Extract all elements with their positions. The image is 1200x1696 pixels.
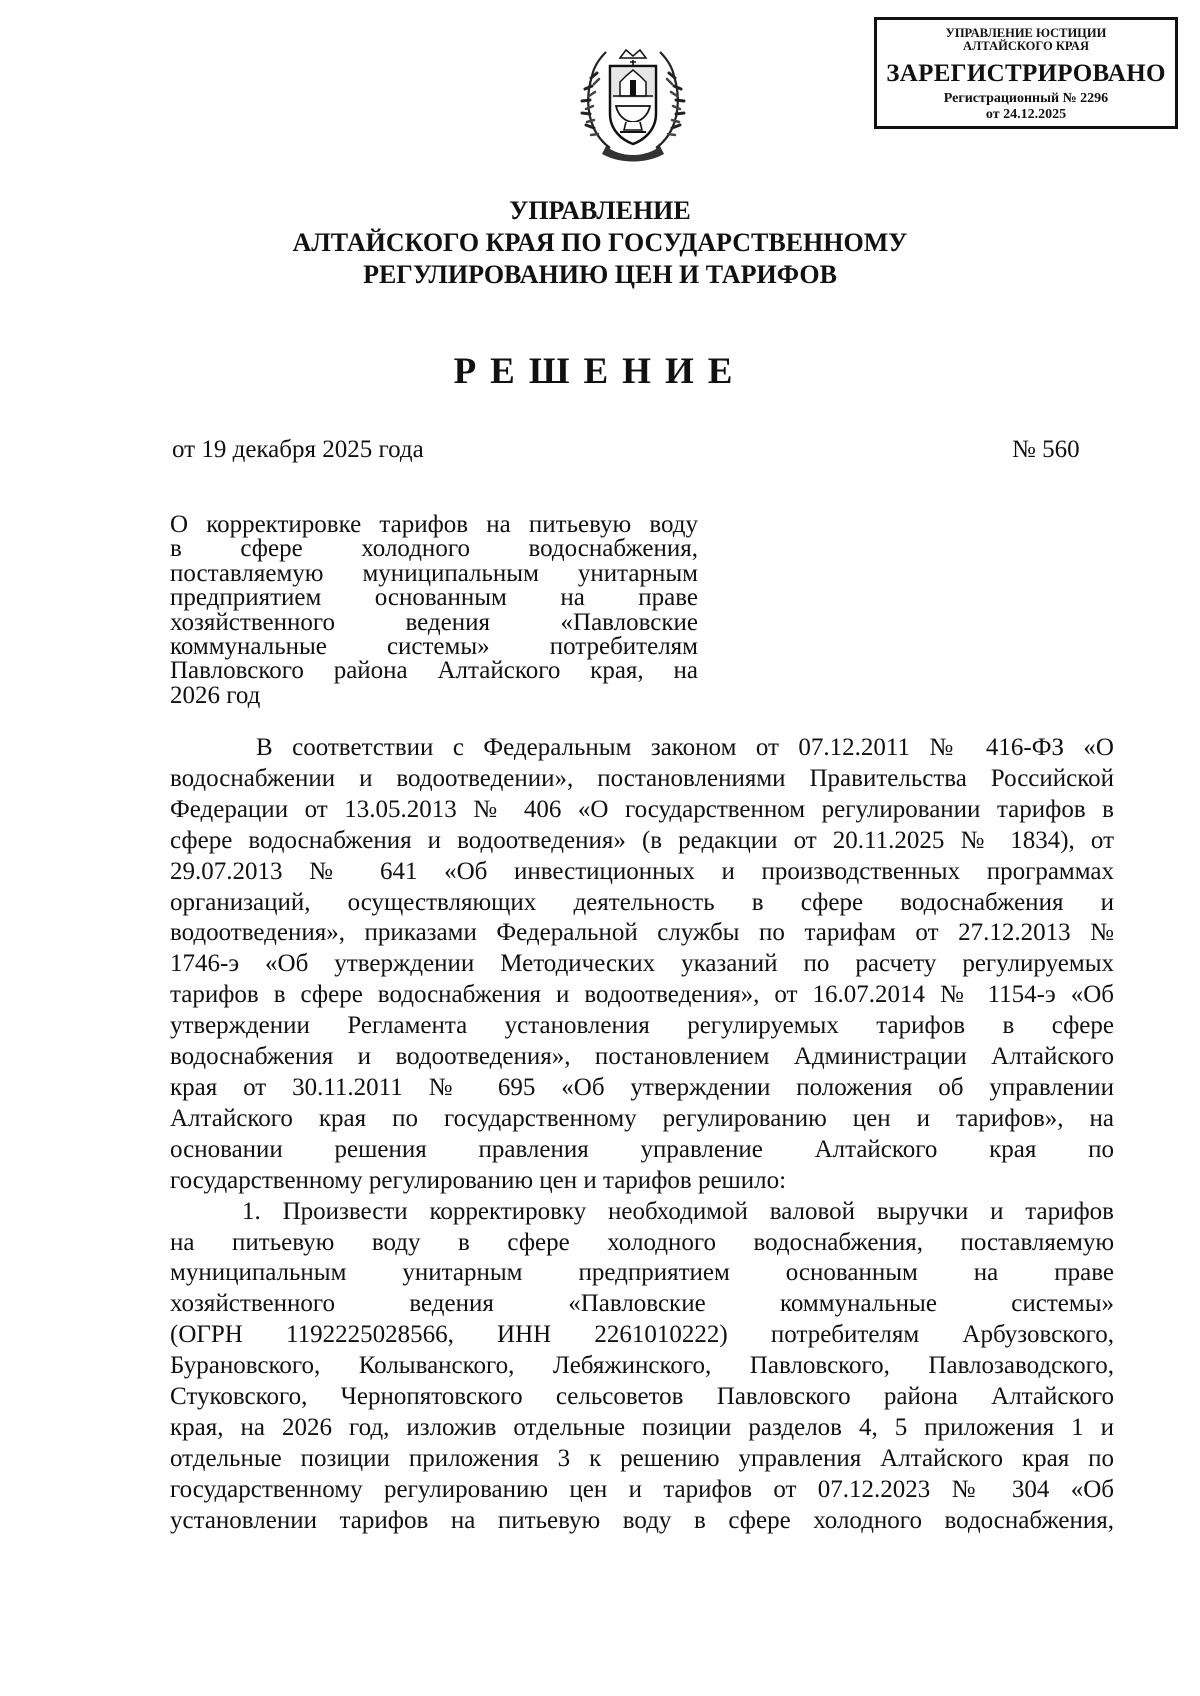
body-line: сфере водоснабжения и водоотведения» (в редакции от 20.11.2025 № 1834), от (170, 826, 1114, 854)
body-line: Стуковского, Чернопятовского сельсоветов Павловского района Алтайского (170, 1383, 1114, 1411)
issuing-authority (0, 195, 1200, 291)
body-line: водоснабжении и водоотведении», постановлениями Правительства Российской (170, 764, 1114, 792)
body-line: организаций, осуществляющих деятельность в сфере водоснабжения и (170, 888, 1114, 916)
body-line: государственному регулированию цен и тарифов от 07.12.2023 № 304 «Об (170, 1475, 1114, 1503)
body-line: хозяйственного ведения «Павловские коммунальные системы» (170, 1290, 1114, 1318)
document-body (170, 733, 1114, 1537)
body-line: 29.07.2013 № 641 «Об инвестиционных и производственных программах (170, 857, 1114, 885)
body-line: 1. Произвести корректировку необходимой валовой выручки и тарифов (242, 1197, 1114, 1225)
subject-line: поставляемую муниципальным унитарным (170, 559, 698, 587)
body-line: государственному регулированию цен и тарифов решило: (170, 1166, 787, 1194)
body-line: Федерации от 13.05.2013 № 406 «О государственном регулировании тарифов в (170, 795, 1114, 823)
header-line1: УПРАВЛЕНИЕ (509, 196, 691, 225)
document-subject (170, 513, 698, 708)
subject-line: Павловского района Алтайского края, на (170, 657, 698, 685)
body-line: 1746-э «Об утверждении Методических указаний по расчету регулируемых (170, 950, 1114, 978)
body-line: Бурановского, Колыванского, Лебяжинского, Павловского, Павлозаводского, (170, 1352, 1114, 1380)
altai-krai-coat-of-arms-icon (580, 36, 686, 164)
header-line3: РЕГУЛИРОВАНИЮ ЦЕН И ТАРИФОВ (363, 260, 837, 289)
subject-line: О корректировке тарифов на питьевую воду (170, 511, 698, 538)
body-line: муниципальным унитарным предприятием основанным на праве (170, 1259, 1114, 1287)
stamp-status: ЗАРЕГИСТРИРОВАНО (886, 60, 1166, 87)
body-line: тарифов в сфере водоснабжения и водоотведения», от 16.07.2014 № 1154-э «Об (170, 981, 1114, 1009)
body-line: края от 30.11.2011 № 695 «Об утверждении положения об управлении (170, 1073, 1114, 1101)
body-line: водоотведения», приказами Федеральной службы по тарифам от 27.12.2013 № (170, 919, 1114, 947)
subject-line: предприятием основанным на праве (170, 584, 698, 612)
body-line: В соответствии с Федеральным законом от 07.12.2011 № 416-ФЗ «О (256, 734, 1114, 761)
header-line2: АЛТАЙСКОГО КРАЯ ПО ГОСУДАРСТВЕННОМУ (292, 228, 908, 257)
body-line: на питьевую воду в сфере холодного водоснабжения, поставляемую (170, 1228, 1114, 1256)
subject-line: в сфере холодного водоснабжения, (170, 535, 698, 563)
body-line: водоснабжения и водоотведения», постановлением Администрации Алтайского (170, 1043, 1114, 1071)
stamp-org-line1: УПРАВЛЕНИЕ ЮСТИЦИИ (945, 26, 1107, 40)
body-line: отдельные позиции приложения 3 к решению управления Алтайского края по (170, 1444, 1114, 1472)
subject-line: хозяйственного ведения «Павловские (170, 608, 698, 636)
body-line: основании решения правления управление Алтайского края по (170, 1135, 1114, 1163)
subject-line: коммунальные системы» потребителям (170, 633, 698, 661)
stamp-reg-date: от 24.12.2025 (985, 107, 1067, 122)
stamp-reg-number: Регистрационный № 2296 (943, 91, 1109, 106)
body-line: установлении тарифов на питьевую воду в сфере холодного водоснабжения, (170, 1506, 1114, 1534)
body-line: утверждении Регламента установления регулируемых тарифов в сфере (170, 1012, 1114, 1040)
body-line: (ОГРН 1192225028566, ИНН 2261010222) потребителям Арбузовского, (170, 1321, 1114, 1349)
subject-line: 2026 год (170, 681, 261, 709)
body-line: края, на 2026 год, изложив отдельные позиции разделов 4, 5 приложения 1 и (170, 1413, 1114, 1441)
registration-stamp (874, 17, 1178, 129)
document-number: № 560 (1012, 436, 1080, 463)
stamp-org-line2: АЛТАЙСКОГО КРАЯ (963, 39, 1089, 53)
document-type: РЕШЕНИЕ (453, 351, 747, 392)
document-date: от 19 декабря 2025 года (172, 436, 424, 463)
body-line: Алтайского края по государственному регулированию цен и тарифов», на (170, 1104, 1114, 1132)
